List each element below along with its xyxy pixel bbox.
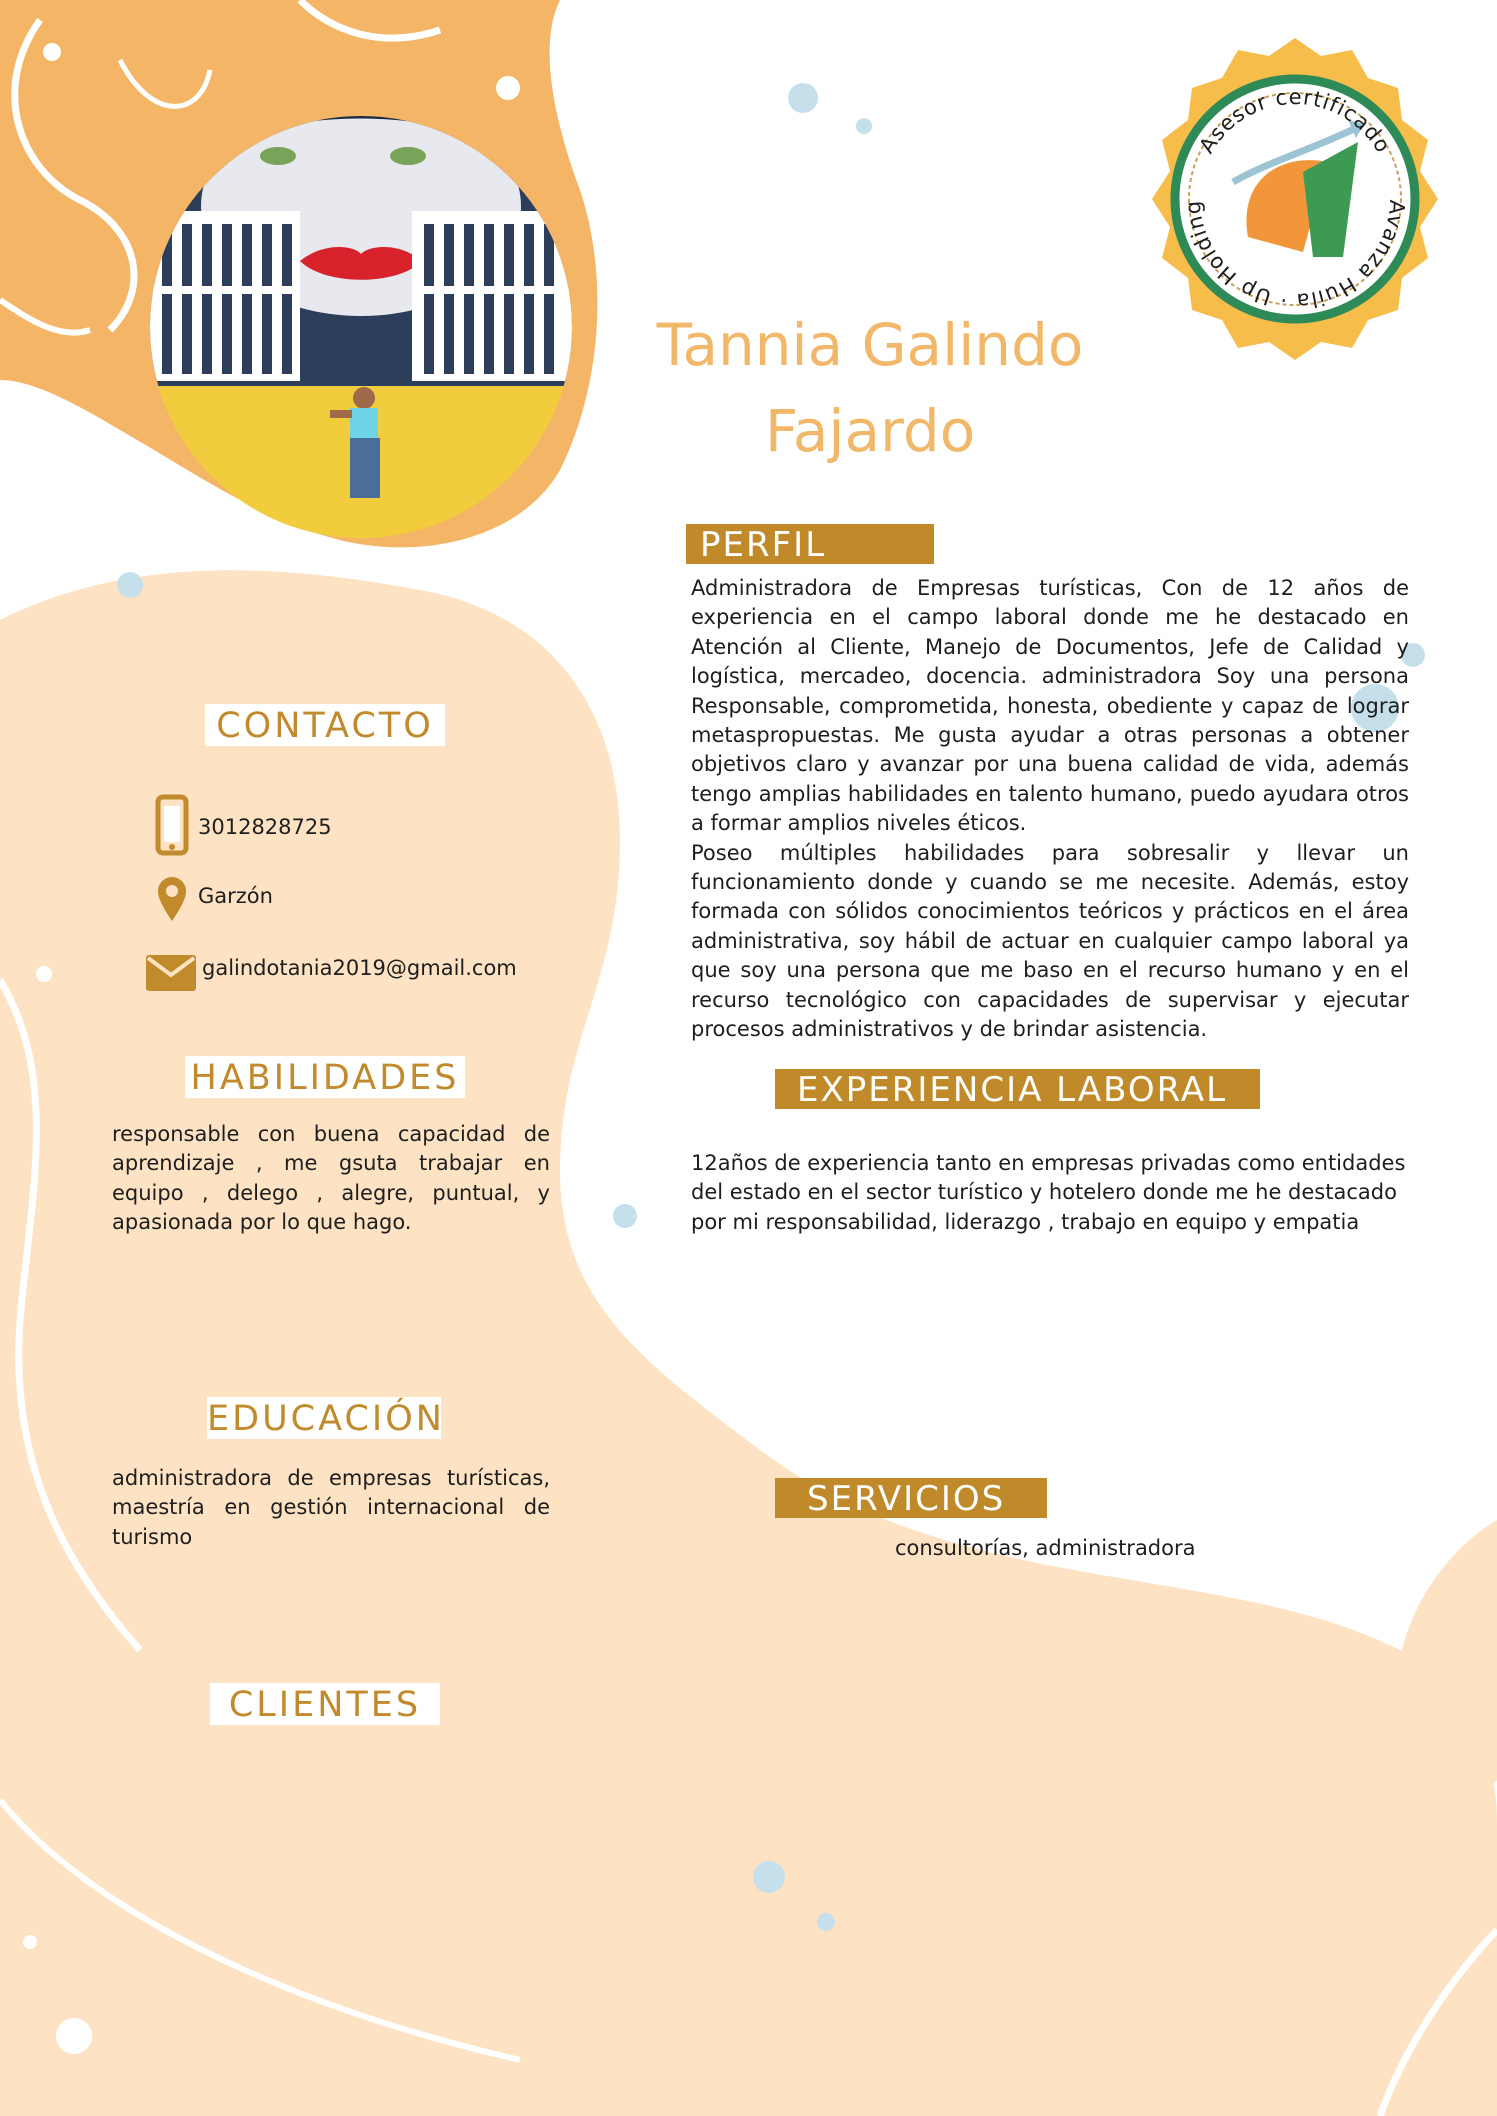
skills-text: responsable con buena capacidad de aprendizaje , me gsuta trabajar en equipo , delego , alegre, puntual, y apasionada por lo que hago. bbox=[112, 1122, 550, 1235]
services-text: consultorías, administradora bbox=[895, 1536, 1196, 1560]
contact-email[interactable]: galindotania2019@gmail.com bbox=[202, 956, 517, 980]
location-pin-icon bbox=[156, 875, 188, 927]
certification-badge bbox=[1128, 32, 1462, 366]
education-heading: EDUCACIÓN bbox=[207, 1399, 445, 1439]
contact-location: Garzón bbox=[198, 884, 273, 908]
name-first-line: Tannia Galindo bbox=[656, 311, 1084, 379]
svg-text:Asesor certificado: Asesor certificado bbox=[1194, 84, 1396, 158]
phone-icon bbox=[155, 794, 189, 860]
profile-paragraph-1: Administradora de Empresas turísticas, Con de 12 años de experiencia en el campo laboral donde me he destacado en Atención al Cliente, Manejo de Documentos, Jefe de Calidad y logística, mercadeo, docencia. administradora Soy una persona Responsable, comprometida, honesta, obediente y capaz de lograr metaspropuestas. Me gusta ayudar a otras personas a obtener objetivos claro y avanzar por una buena calidad de vida, además tengo amplias habilidades en talento humano, puedo ayudara otros a formar amplios niveles éticos. bbox=[691, 576, 1409, 836]
peach-drop bbox=[1396, 1520, 1497, 1796]
skills-heading: HABILIDADES bbox=[185, 1056, 465, 1098]
experience-text: 12años de experiencia tanto en empresas privadas como entidades del estado en el sector turístico y hotelero donde me he destacado por mi responsabilidad, liderazgo , trabajo en equipo y empatia bbox=[691, 1151, 1406, 1234]
contact-phone: 3012828725 bbox=[198, 815, 332, 839]
profile-photo bbox=[150, 116, 572, 538]
profile-heading: PERFIL bbox=[686, 524, 934, 564]
contact-heading: CONTACTO bbox=[205, 704, 445, 746]
svg-text:Avanza Huila · Up Holding: Avanza Huila · Up Holding bbox=[1180, 199, 1410, 314]
mail-icon bbox=[146, 955, 196, 995]
services-heading: SERVICIOS bbox=[775, 1478, 1047, 1518]
name-second-line: Fajardo bbox=[764, 397, 976, 465]
experience-heading: EXPERIENCIA LABORAL bbox=[775, 1069, 1260, 1109]
education-text: administradora de empresas turísticas, maestría en gestión internacional de turismo bbox=[112, 1466, 550, 1549]
profile-text bbox=[691, 574, 1409, 1045]
profile-paragraph-2: Poseo múltiples habilidades para sobresalir y llevar un funcionamiento donde y cuando se me necesite. Además, estoy formada con sólidos conocimientos teóricos y prácticos en el área administrativa, soy hábil de actuar en cualquier campo laboral ya que soy una persona que me baso en el recurso humano y en el recurso tecnológico con capacidades de supervisar y ejecutar procesos administrativos y de brindar asistencia. bbox=[691, 840, 1409, 1042]
clients-heading: CLIENTES bbox=[210, 1683, 440, 1725]
